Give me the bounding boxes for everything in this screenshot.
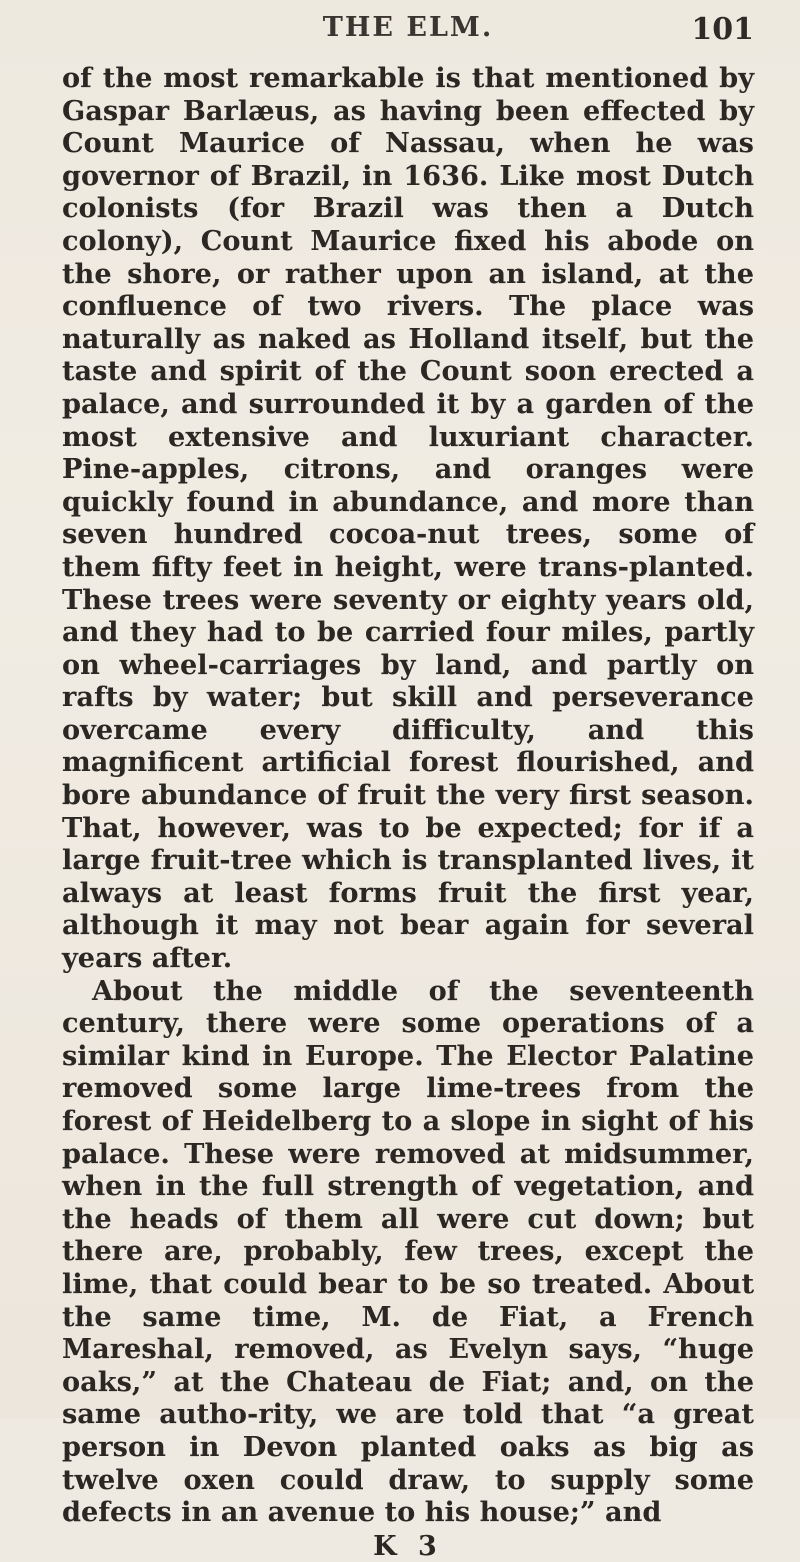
running-title: THE ELM.: [322, 12, 494, 43]
page-number: 101: [691, 12, 754, 47]
signature-mark: K 3: [373, 1530, 443, 1562]
running-head: [62, 8, 754, 62]
paragraph-2: About the middle of the seventeenth century, there were some operations of a similar kind in Europe. The Elector Palatine removed some large lime-trees from the forest of Heidelberg to a slope in sight of his palace. These were removed at midsummer, when in the full strength of vegetation, and the heads of them all were cut down; but there are, probably, few trees, except the lime, that could bear to be so treated. About the same time, M. de Fiat, a French Mareshal, removed, as Evelyn says, “huge oaks,” at the Chateau de Fiat; and, on the same autho-rity, we are told that “a great person in Devon planted oaks as big as twelve oxen could draw, to supply some defects in an avenue to his house;” and: [62, 974, 754, 1529]
body-text: [62, 62, 754, 1529]
paragraph-1: of the most remarkable is that mentioned by Gaspar Barlæus, as having been effected by Count Maurice of Nassau, when he was governor of Brazil, in 1636. Like most Dutch colonists (for Brazil was then a Dutch colony), Count Maurice fixed his abode on the shore, or rather upon an island, at the confluence of two rivers. The place was naturally as naked as Holland itself, but the taste and spirit of the Count soon erected a palace, and surrounded it by a garden of the most extensive and luxuriant character. Pine-apples, citrons, and oranges were quickly found in abundance, and more than seven hundred cocoa-nut trees, some of them fifty feet in height, were trans-planted. These trees were seventy or eighty years old, and they had to be carried four miles, partly on wheel-carriages by land, and partly on rafts by water; but skill and perseverance overcame every difficulty, and this magnificent artificial forest flourished, and bore abundance of fruit the very first season. That, however, was to be expected; for if a large fruit-tree which is transplanted lives, it always at least forms fruit the first year, although it may not bear again for several years after.: [62, 62, 754, 975]
